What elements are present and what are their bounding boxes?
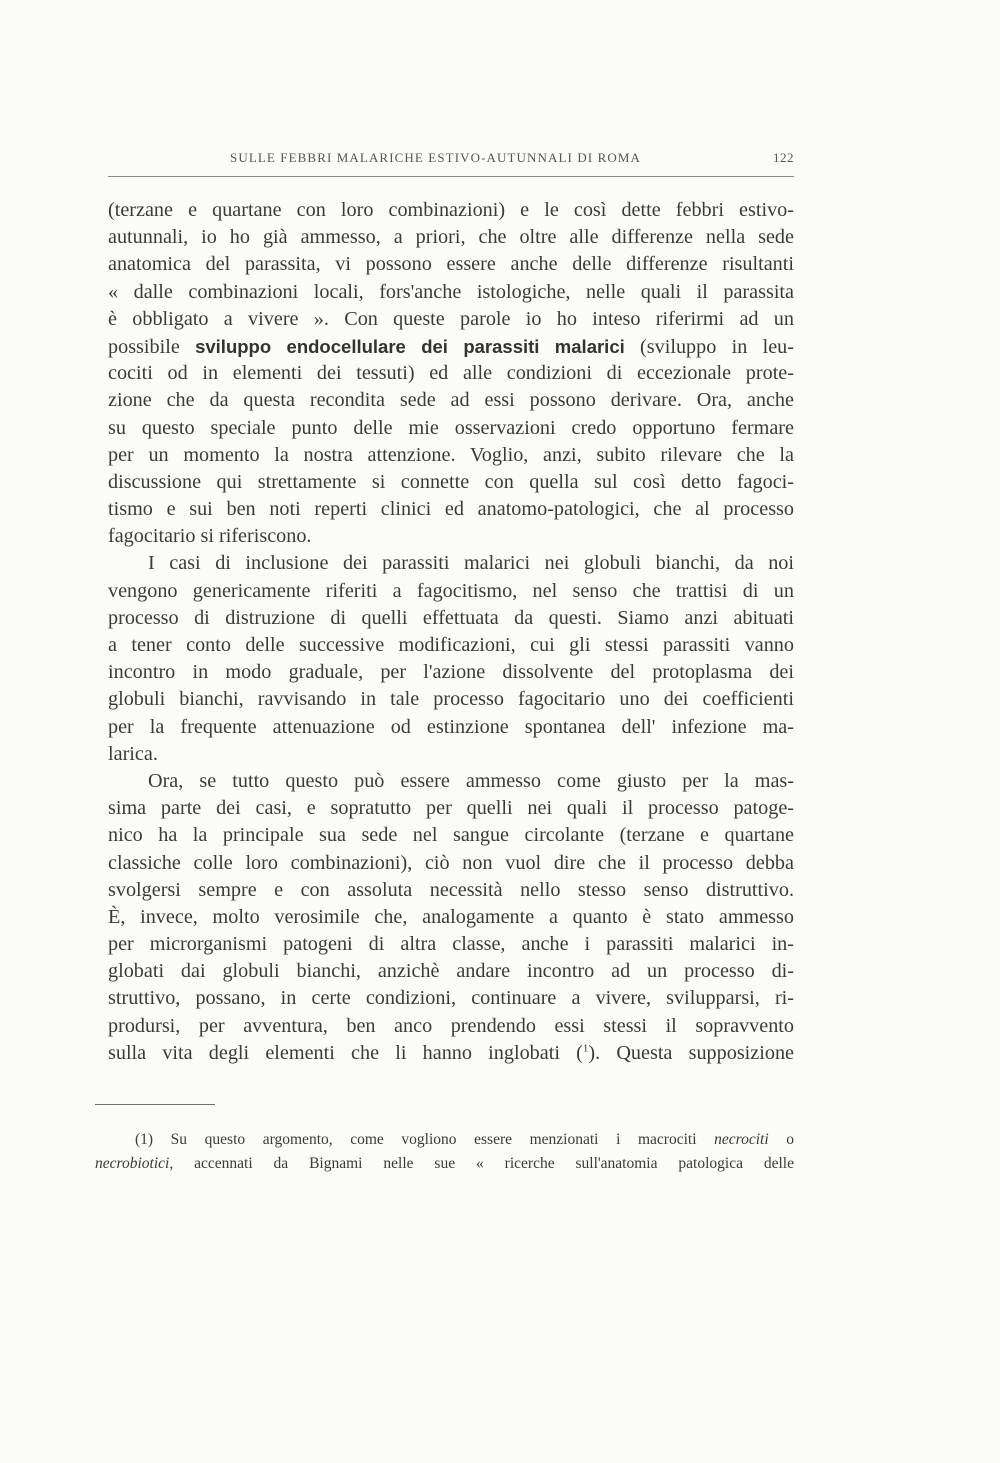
text-line: anatomica del parassita, vi possono essere anche delle differenze risultanti bbox=[108, 253, 794, 276]
text-span: , accennati da Bignami nelle sue « ricerche sull'anatomia patologica delle bbox=[169, 1155, 794, 1172]
text-line: fagocitario si riferiscono. bbox=[108, 525, 312, 548]
text-line: globati dai globuli bianchi, anzichè andare incontro ad un processo di- bbox=[108, 960, 794, 983]
text-line: per microrganismi patogeni di altra classe, anche i parassiti malarici in- bbox=[108, 933, 794, 956]
running-title: SULLE FEBBRI MALARICHE ESTIVO-AUTUNNALI DI ROMA bbox=[230, 150, 641, 165]
text-line: cociti od in elementi dei tessuti) ed alle condizioni di eccezionale prote- bbox=[108, 362, 794, 385]
text-line: processo di distruzione di quelli effettuata da questi. Siamo anzi abituati bbox=[108, 606, 794, 629]
text-line bbox=[108, 1040, 794, 1067]
text-line: per la frequente attenuazione od estinzione spontanea dell' infezione ma- bbox=[108, 715, 794, 738]
text-line: svolgersi sempre e con assoluta necessità nello stesso senso distruttivo. bbox=[108, 878, 794, 901]
page-number: 122 bbox=[773, 150, 794, 165]
italic-term: necrociti bbox=[714, 1131, 769, 1148]
text-line: (terzane e quartane con loro combinazioni) e le così dette febbri estivo- bbox=[108, 199, 794, 221]
text-line: tismo e sui ben noti reperti clinici ed anatomo-patologici, che al processo bbox=[108, 498, 794, 521]
footnote-reference: 1 bbox=[582, 1042, 589, 1055]
text-span: o bbox=[768, 1131, 794, 1148]
text-line: globuli bianchi, ravvisando in tale processo fagocitario uno dei coefficienti bbox=[108, 688, 794, 711]
text-line: autunnali, io ho già ammesso, a priori, che oltre alle differenze nella sede bbox=[108, 226, 794, 249]
footnote-line bbox=[95, 1128, 794, 1152]
bold-phrase: sviluppo endocellulare dei parassiti malarici bbox=[195, 335, 625, 357]
italic-term: necrobiotici bbox=[95, 1155, 170, 1172]
text-line: struttivo, possano, in certe condizioni, continuare a vivere, svilupparsi, ri- bbox=[108, 987, 794, 1010]
header-rule bbox=[108, 176, 794, 177]
text-line: « dalle combinazioni locali, fors'anche istologiche, nelle quali il parassita bbox=[108, 280, 794, 303]
text-line: per un momento la nostra attenzione. Voglio, anzi, subito rilevare che la bbox=[108, 443, 794, 466]
text-line: nico ha la principale sua sede nel sangue circolante (terzane e quartane bbox=[108, 824, 794, 847]
text-line: zione che da questa recondita sede ad essi possono derivare. Ora, anche bbox=[108, 389, 794, 412]
text-span: Su questo argomento, come vogliono essere menzionati i macrociti bbox=[153, 1131, 715, 1148]
text-line bbox=[108, 333, 794, 360]
running-header bbox=[108, 150, 794, 170]
text-line: Ora, se tutto questo può essere ammesso come giusto per la mas- bbox=[148, 769, 794, 792]
body-text bbox=[108, 197, 794, 1067]
text-line: discussione qui strettamente si connette con quella sul così detto fagoci- bbox=[108, 470, 794, 493]
text-line: incontro in modo graduale, per l'azione dissolvente del protoplasma dei bbox=[108, 661, 794, 684]
text-span: possibile bbox=[108, 335, 196, 358]
footnotes bbox=[95, 1128, 794, 1176]
text-line: prodursi, per avventura, ben anco prendendo essi stessi il sopravvento bbox=[108, 1014, 794, 1037]
text-line: sima parte dei casi, e sopratutto per quelli nei quali il processo patoge- bbox=[108, 797, 794, 820]
text-line: vengono genericamente riferiti a fagocitismo, nel senso che trattisi di un bbox=[108, 579, 794, 602]
footnote-line bbox=[95, 1152, 794, 1176]
text-line: larica. bbox=[108, 742, 158, 765]
text-span: (sviluppo in leu- bbox=[624, 335, 794, 358]
footnote-rule bbox=[95, 1104, 215, 1105]
text-line: è obbligato a vivere ». Con queste parole io ho inteso riferirmi ad un bbox=[108, 307, 794, 330]
text-span: sulla vita degli elementi che li hanno inglobati ( bbox=[108, 1041, 583, 1064]
text-line: classiche colle loro combinazioni), ciò non vuol dire che il processo debba bbox=[108, 851, 794, 874]
text-line: I casi di inclusione dei parassiti malarici nei globuli bianchi, da noi bbox=[148, 552, 794, 575]
text-span: ). Questa supposizione bbox=[588, 1041, 794, 1064]
text-line: a tener conto delle successive modificazioni, cui gli stessi parassiti vanno bbox=[108, 634, 794, 656]
footnote-marker: (1) bbox=[135, 1131, 154, 1148]
text-line: su questo speciale punto delle mie osservazioni credo opportuno fermare bbox=[108, 416, 794, 439]
text-line: È, invece, molto verosimile che, analogamente a quanto è stato ammesso bbox=[108, 905, 794, 928]
